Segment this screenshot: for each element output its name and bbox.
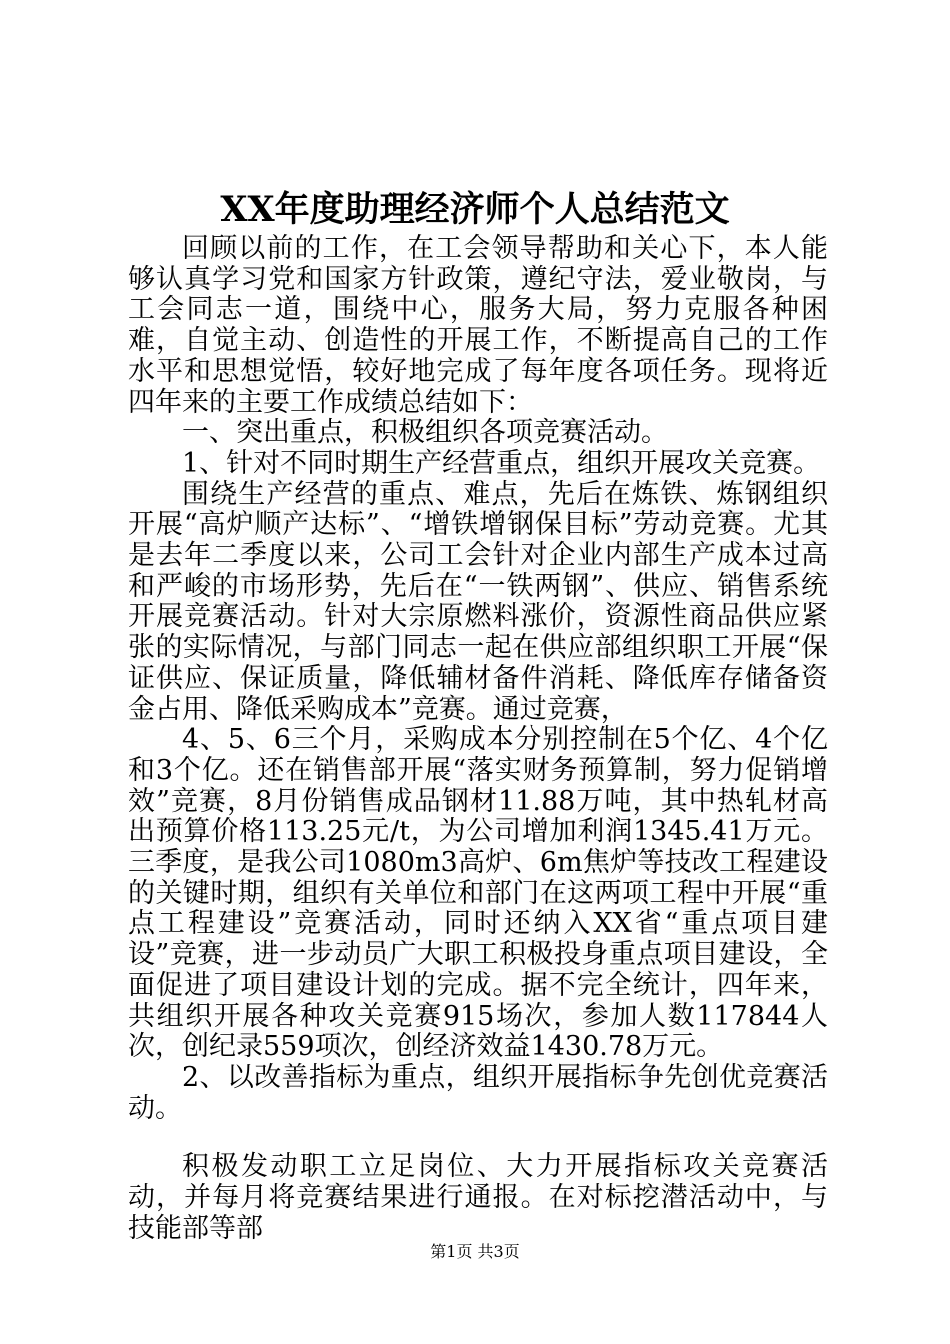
subsection-heading-2: 2、以改善指标为重点，组织开展指标争先创优竞赛活动。 <box>128 1061 828 1124</box>
subsection-heading-1: 1、针对不同时期生产经营重点，组织开展攻关竞赛。 <box>182 447 821 479</box>
document-title: XX年度助理经济师个人总结范文 <box>220 189 730 230</box>
paragraph-results: 4、5、6三个月，采购成本分别控制在5个亿、4个亿和3个亿。还在销售部开展“落实财务预算制，努力促销增效”竞赛，8月份销售成品钢材11.88万吨，其中热轧材高出预算价格113.25元/t，为公司增加利润1345.41万元。三季度，是我公司1080m3高炉、6m焦炉等技改工程建设的关键时期，组织有关单位和部门在这两项工程中开展“重点工程建设”竞赛活动，同时还纳入XX省“重点项目建设”竞赛，进一步动员广大职工积极投身重点项目建设，全面促进了项目建设计划的完成。据不完全统计，四年来，共组织开展各种攻关竞赛915场次，参加人数117844人次，创纪录559项次，创经济效益1430.78万元。 <box>128 724 828 1063</box>
paragraph-competitions: 围绕生产经营的重点、难点，先后在炼铁、炼钢组织开展“高炉顺产达标”、“增铁增钢保目标”劳动竞赛。尤其是去年二季度以来，公司工会针对企业内部生产成本过高和严峻的市场形势，先后在“一铁两钢”、供应、销售系统开展竞赛活动。针对大宗原燃料涨价，资源性商品供应紧张的实际情况，与部门同志一起在供应部组织职工开展“保证供应、保证质量，降低辅材备件消耗、降低库存储备资金占用、降低采购成本”竞赛。通过竞赛， <box>128 478 828 725</box>
paragraph-spacer <box>128 1124 828 1152</box>
paragraph-intro: 回顾以前的工作，在工会领导帮助和关心下，本人能够认真学习党和国家方针政策，遵纪守法，爱业敬岗，与工会同志一道，围绕中心，服务大局，努力克服各种困难，自觉主动、创造性的开展工作，不断提高自己的工作水平和思想觉悟，较好地完成了每年度各项任务。现将近四年来的主要工作成绩总结如下： <box>128 233 828 418</box>
paragraph-indicators: 积极发动职工立足岗位、大力开展指标攻关竞赛活动，并每月将竞赛结果进行通报。在对标挖潜活动中，与技能部等部 <box>128 1151 828 1244</box>
page-footer: 第1页 共3页 <box>430 1242 520 1261</box>
section-heading-1: 一、突出重点，积极组织各项竞赛活动。 <box>182 417 668 449</box>
document-body <box>128 234 828 1245</box>
